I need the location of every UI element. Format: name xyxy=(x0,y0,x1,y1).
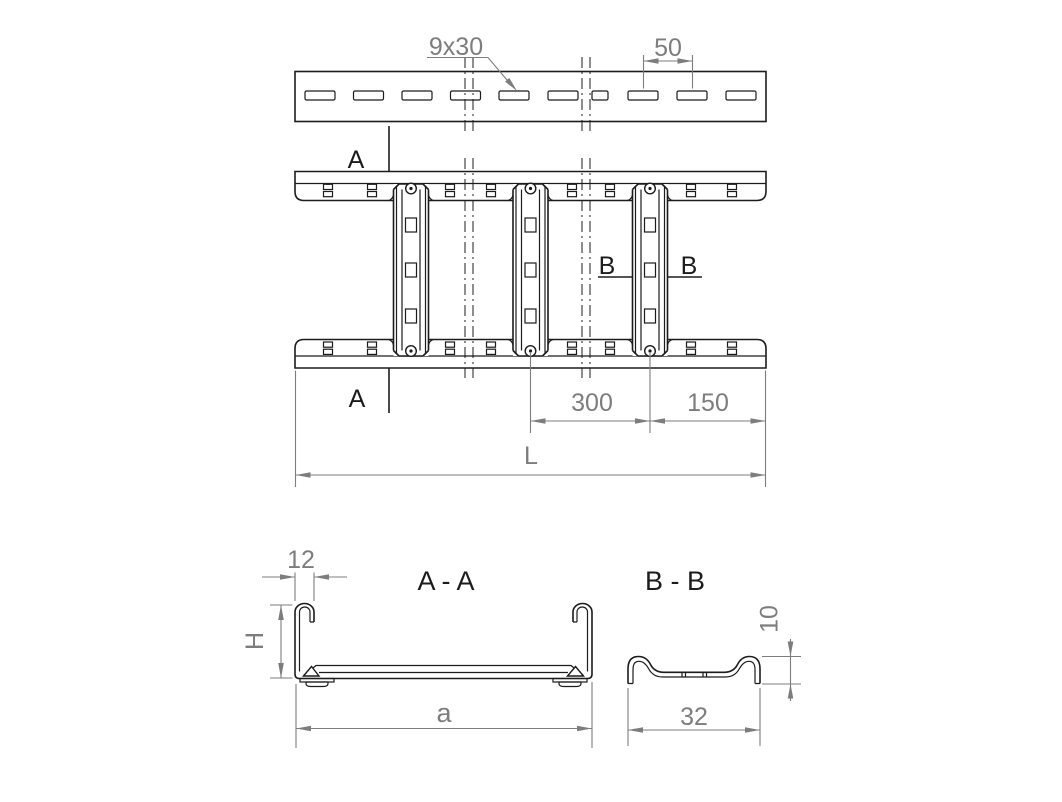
right-rail-inner-profile xyxy=(573,607,588,672)
dimension-total-length xyxy=(296,442,766,478)
dimension-lines xyxy=(762,639,801,701)
arrowhead xyxy=(280,574,295,580)
hole-pair xyxy=(687,184,696,196)
rung-3 xyxy=(628,183,673,356)
left-gusset xyxy=(304,667,320,677)
left-rail-outer-profile xyxy=(295,604,314,675)
dimension-slot-pitch xyxy=(644,34,693,89)
section-a-label-top: A xyxy=(347,146,365,174)
slot xyxy=(451,91,481,100)
arrowhead xyxy=(577,726,592,732)
slot xyxy=(354,91,384,100)
arrowhead xyxy=(650,418,665,424)
section-a-label-bottom: A xyxy=(348,385,366,413)
section-aa-view xyxy=(241,546,592,748)
slot-partial xyxy=(592,91,608,100)
slot-size-label: 9x30 xyxy=(428,33,484,61)
hole-pair xyxy=(687,342,696,354)
arrowhead xyxy=(788,684,794,699)
arrowhead xyxy=(751,418,766,424)
dimension-flange-width xyxy=(262,546,347,601)
hole-pair xyxy=(606,342,615,354)
slot xyxy=(628,91,658,100)
section-b-label-left: B xyxy=(598,252,616,280)
rung-height-label: 10 xyxy=(755,605,784,633)
arrowhead xyxy=(296,726,311,732)
hole-pair xyxy=(324,184,333,196)
slot xyxy=(305,91,335,100)
length-label: L xyxy=(524,442,538,470)
slot xyxy=(677,91,707,100)
right-gusset xyxy=(568,667,584,677)
slot-pitch-label: 50 xyxy=(654,34,682,62)
arrowhead xyxy=(788,642,794,657)
slot xyxy=(726,91,756,100)
section-b-label-right: B xyxy=(680,252,698,280)
hole-pair xyxy=(728,184,737,196)
hole-pair xyxy=(368,184,377,196)
section-bb-title: B - B xyxy=(644,566,706,596)
rung-width-label: 32 xyxy=(680,703,708,731)
section-bb-view xyxy=(628,566,801,746)
bottom-and-right-rail-profile xyxy=(295,604,592,679)
arrowhead xyxy=(635,418,650,424)
arrowhead xyxy=(278,663,284,678)
section-a-marks xyxy=(348,126,389,413)
dimension-rung-width xyxy=(628,688,760,746)
slot xyxy=(499,91,529,100)
arrowhead xyxy=(751,472,766,478)
section-aa-title: A - A xyxy=(417,566,475,596)
rail-side-view xyxy=(295,33,766,133)
hole-pair xyxy=(728,342,737,354)
inner-width-label: a xyxy=(436,698,452,728)
arrowhead xyxy=(745,727,760,733)
arrowhead xyxy=(531,418,546,424)
right-rivet-head xyxy=(559,682,581,687)
ladder-plan-view xyxy=(295,126,766,487)
dimension-lines xyxy=(262,573,347,602)
arrowhead xyxy=(296,472,311,478)
dimension-height xyxy=(241,605,293,678)
dimension-slot-size xyxy=(427,33,517,91)
rung-1 xyxy=(389,183,434,356)
hole-pair xyxy=(568,342,577,354)
hole-pair xyxy=(568,184,577,196)
rung-profile-lines xyxy=(304,666,584,676)
dimension-inner-width xyxy=(296,682,592,748)
hole-pair xyxy=(368,342,377,354)
hole-pair xyxy=(487,184,496,196)
arrowhead xyxy=(278,605,284,620)
arrowhead xyxy=(628,727,643,733)
hole-pair xyxy=(324,342,333,354)
rail-strip-outline xyxy=(295,72,766,122)
hole-pair xyxy=(446,342,455,354)
slot xyxy=(402,91,432,100)
arrowhead xyxy=(314,574,329,580)
hole-pair xyxy=(446,184,455,196)
slot xyxy=(548,91,578,100)
hole-pair xyxy=(487,342,496,354)
hole-pair xyxy=(606,184,615,196)
flange-width-label: 12 xyxy=(287,546,315,574)
rail-slots xyxy=(305,91,756,100)
height-label: H xyxy=(241,631,269,651)
left-rivet-head xyxy=(306,682,328,687)
rung-outer-profile xyxy=(628,657,760,684)
end-offset-label: 150 xyxy=(687,389,729,417)
left-rail-inner-profile xyxy=(300,607,315,672)
rung-2 xyxy=(508,183,553,356)
dimension-rung-height xyxy=(756,605,802,701)
rung-pitch-label: 300 xyxy=(571,389,613,417)
